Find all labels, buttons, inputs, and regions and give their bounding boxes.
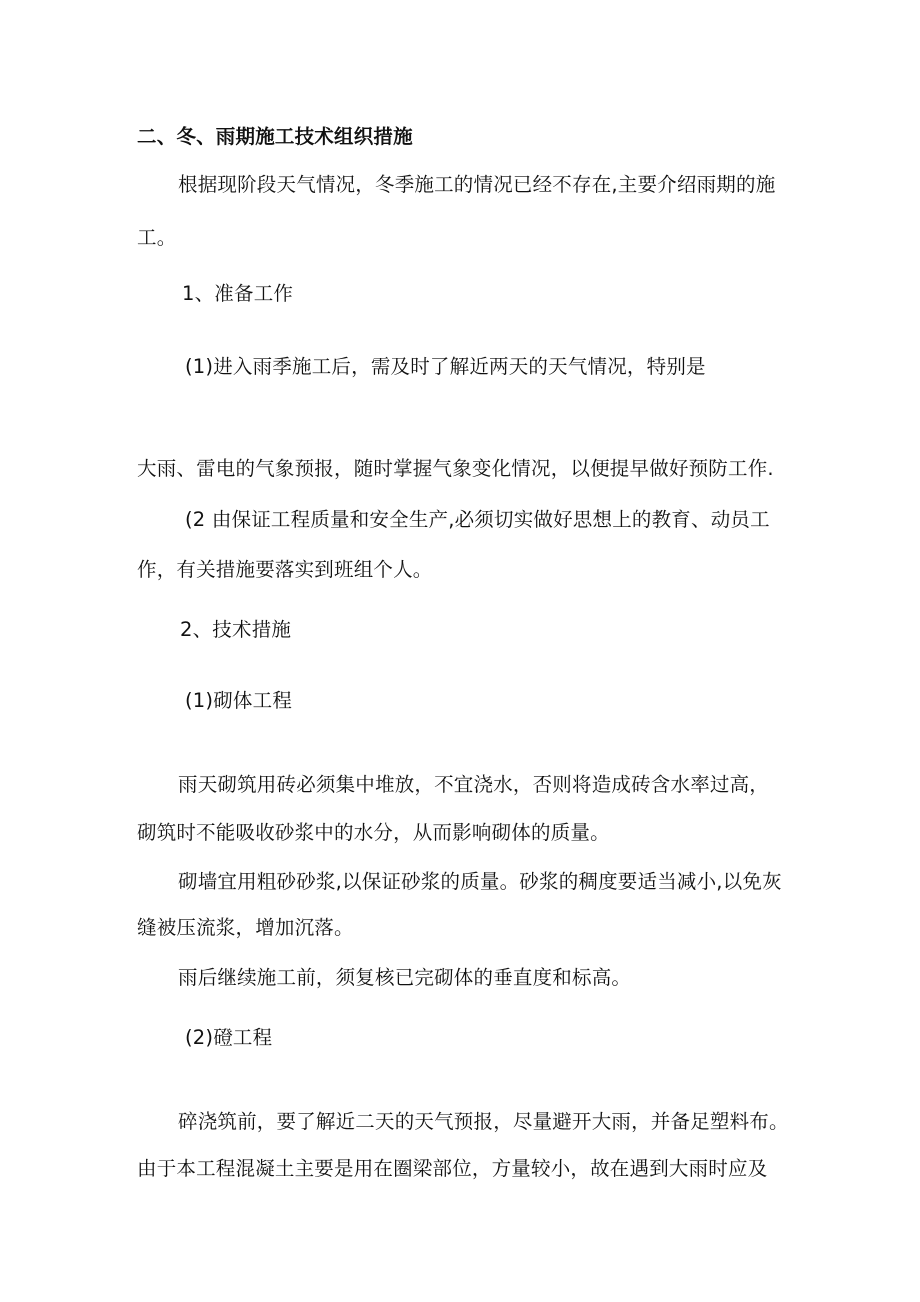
list-item: (1)进入雨季施工后，需及时了解近两天的天气情况，特别是	[185, 355, 706, 378]
paragraph-line: 雨天砌筑用砖必须集中堆放，不宜浇水，否则将造成砖含水率过高，	[178, 773, 770, 796]
paragraph-line: 砌墙宜用粗砂砂浆,以保证砂浆的质量。砂浆的稠度要适当减小,以免灰	[178, 870, 782, 893]
subheading-preparation: 1、准备工作	[182, 282, 294, 305]
paragraph-line: 碎浇筑前，要了解近二天的天气预报，尽量避开大雨，并备足塑料布。	[178, 1110, 789, 1133]
section-heading: 二、冬、雨期施工技术组织措施	[137, 125, 413, 148]
paragraph-line: 由于本工程混凝土主要是用在圈梁部位，方量较小，故在遇到大雨时应及	[137, 1157, 768, 1180]
paragraph-line: 根据现阶段天气情况，冬季施工的情况已经不存在,主要介绍雨期的施	[178, 173, 776, 196]
paragraph-line: 大雨、雷电的气象预报，随时掌握气象变化情况，以便提早做好预防工作.	[137, 457, 774, 480]
list-item: (2 由保证工程质量和安全生产,必须切实做好思想上的教育、动员工	[185, 508, 770, 531]
paragraph-line: 缝被压流浆，增加沉落。	[137, 916, 354, 939]
paragraph-line: 砌筑时不能吸收砂浆中的水分，从而影响砌体的质量。	[137, 821, 610, 844]
paragraph-line: 作，有关措施要落实到班组个人。	[137, 558, 433, 581]
paragraph-line: 雨后继续施工前，须复核已完砌体的垂直度和标高。	[178, 966, 632, 989]
paragraph-line: 工。	[137, 226, 177, 249]
subheading-masonry: (1)砌体工程	[185, 689, 293, 712]
subheading-concrete: (2)磴工程	[185, 1026, 273, 1049]
subheading-technical: 2、技术措施	[180, 618, 292, 641]
